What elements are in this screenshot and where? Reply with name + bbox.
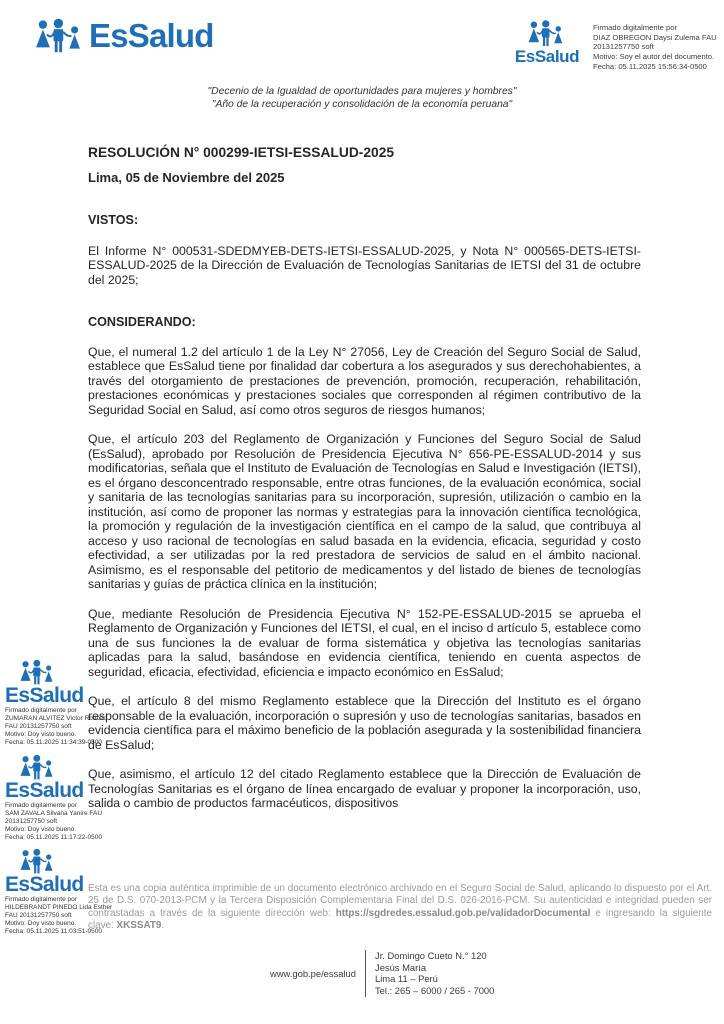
essalud-logo: [514, 20, 580, 72]
authenticity-note: [88, 883, 712, 932]
essalud-logo: [34, 15, 214, 57]
considerando-paragraph: Que, el artículo 203 del Reglamento de Organización y Funciones del Seguro Social de Salud (EsSalud), aprobado por Resolución de Presidencia Ejecutiva N° 656-PE-ESSALUD-2014 y sus modificatorias, señala que el Instituto de Evaluación de Tecnologías en Salud e Investigación (IETSI), es el órgano desconcentrado responsable, entre otras funciones, de la evaluación económica, social y sanitaria de las tecnologías sanitarias para su incorporación, supresión, utilización o cambio en la institución, así como de proponer las normas y estrategias para la innovación científica tecnológica, la promoción y regulación de la investigación científica en el campo de la salud, que contribuya al acceso y uso racional de tecnologías en salud basada en la evidencia, eficacia, seguridad y costo efectividad, a ser utilizadas por la red prestadora de servicios de salud en el ámbito nacional. Asimismo, es el responsable del petitorio de medicamentos y del listado de bienes de tecnologías sanitarias y guías de práctica clínica en la institución;: [88, 432, 641, 591]
validator-url: https://sgdredes.essalud.gob.pe/validadorDocumental: [335, 907, 591, 919]
essalud-family-icon: [527, 20, 567, 47]
signature-line: SAM ZAVALA Silvana Yanire FAU: [5, 810, 103, 817]
signature-line: Fecha: 05.11.2025 11:17:22-0500: [5, 834, 102, 841]
signature-line: Motivo: Doy visto bueno.: [5, 920, 77, 927]
address-line: Jesús María: [375, 961, 427, 973]
date-line: Lima, 05 de Noviembre del 2025: [88, 169, 285, 185]
signature-line: Fecha: 05.11.2025 11:34:39-0500: [5, 739, 102, 746]
address-block: [365, 950, 494, 997]
quote-line: "Año de la recuperación y consolidación de la economía peruana": [211, 98, 513, 110]
essalud-family-icon: [19, 849, 57, 874]
signature-line: Motivo: Doy visto bueno.: [5, 826, 77, 833]
considerando-paragraph: Que, mediante Resolución de Presidencia Ejecutiva N° 152-PE-ESSALUD-2015 se aprueba el Reglamento de Organización y Funciones del IETSI, el cual, en el inciso d artículo 5, establece como una de sus funciones la de evaluar de forma sistemática y objetiva las tecnologías sanitarias aplicadas para la salud, basándose en evidencia científica, teniendo en cuenta aspectos de seguridad, eficacia, efectividad, eficiencia e impacto económico en EsSalud;: [88, 606, 641, 679]
signature-line: Fecha: 05.11.2025 15:56:34-0500: [593, 61, 707, 71]
considerando-paragraph: Que, asimismo, el artículo 12 del citado Reglamento establece que la Dirección de Evaluación de Tecnologías Sanitarias es el órgano de línea encargado de evaluar y proponer la incorporación, uso, salida o cambio de productos farmacéuticos, dispositivos: [88, 767, 641, 810]
signature-line: ZUMARAN ALVITEZ Victor Rodolfo: [5, 715, 107, 722]
contact-block: [190, 950, 494, 997]
signature-line: Firmado digitalmente por: [593, 23, 677, 32]
essalud-wordmark: EsSalud: [514, 47, 580, 66]
validation-key: XKSSAT9: [116, 919, 162, 931]
website-url: www.gob.pe/essalud: [270, 967, 356, 979]
digital-signature-stamp-author: [514, 20, 719, 72]
considerando-paragraph: Que, el artículo 8 del mismo Reglamento establece que la Dirección del Instituto es el órgano responsable de la evaluación, incorporación o supresión y uso de tecnologías sanitarias, basados en evidencia científica para el máximo beneficio de la población asegurada y la sostenibilidad financiera de EsSalud;: [88, 694, 641, 752]
signature-line: FAU 20131257750 soft: [5, 912, 72, 919]
authenticity-text: Esta es una copia auténtica imprimible de un documento electrónico archivado en el Seguro Social de Salud, aplicando lo dispuesto por el Art. 25 de D.S. 070-2013-PCM y la Tercera Disposición Complementaria Final del D.S. 026-2016-PCM. Su autenticidad e integridad pueden ser contrastadas a través de la siguiente dirección web:: [88, 883, 712, 919]
signature-line: Fecha: 05.11.2025 11:03:51-0500: [5, 928, 102, 935]
authenticity-text: e ingresando la siguiente clave:: [88, 907, 713, 931]
resolution-title: RESOLUCIÓN N° 000299-IETSI-ESSALUD-2025: [88, 145, 395, 160]
digital-signature-stamp-visto-2: [5, 755, 123, 842]
signature-line: DIAZ OBREGON Daysi Zulema FAU: [593, 32, 717, 42]
signature-text: [593, 20, 719, 72]
digital-signature-stamp-visto-1: [5, 660, 123, 747]
signature-line: Motivo: Soy el autor del documento.: [593, 52, 715, 62]
signature-text: [5, 707, 123, 747]
header-quotes: [0, 86, 724, 112]
signature-line: Firmado digitalmente por: [5, 707, 77, 714]
signature-line: FAU 20131257750 soft: [5, 723, 72, 730]
essalud-wordmark: EsSalud: [5, 684, 84, 707]
signature-line: Firmado digitalmente por: [5, 802, 77, 809]
resolution-body: [88, 146, 641, 811]
signature-text: [5, 802, 123, 842]
address-line: Tel.: 265 – 6000 / 265 - 7000: [375, 985, 495, 997]
signature-line: 20131257750 soft: [593, 42, 654, 52]
essalud-family-icon: [19, 755, 57, 780]
quote-line: "Decenio de la Igualdad de oportunidades para mujeres y hombres": [207, 86, 517, 97]
vistos-heading: VISTOS:: [88, 213, 139, 227]
signature-line: 20131257750 soft: [5, 818, 58, 825]
authenticity-text: .: [161, 919, 165, 931]
essalud-family-icon: [34, 15, 86, 57]
vistos-paragraph: El Informe N° 000531-SDEDMYEB-DETS-IETSI-ESSALUD-2025, y Nota N° 000565-DETS-IETSI-ESSALUD-2025 de la Dirección de Evaluación de Tecnologías Sanitarias de IETSI del 31 de octubre del 2025;: [88, 243, 641, 287]
address-line: Jr. Domingo Cueto N.° 120: [375, 950, 487, 961]
address-line: Lima 11 – Perú: [375, 973, 438, 985]
essalud-family-icon: [19, 660, 57, 685]
essalud-wordmark: EsSalud: [5, 873, 84, 896]
signature-line: Firmado digitalmente por: [5, 896, 77, 903]
essalud-wordmark: EsSalud: [5, 779, 84, 802]
signature-line: HILDEBRANDT PINEDO Lida Esther: [5, 904, 113, 911]
considerando-heading: CONSIDERANDO:: [88, 315, 196, 329]
essalud-wordmark: EsSalud: [89, 17, 214, 54]
considerando-paragraph: Que, el numeral 1.2 del artículo 1 de la Ley N° 27056, Ley de Creación del Seguro Social de Salud, establece que EsSalud tiene por finalidad dar cobertura a los asegurados y sus derechohabientes, a través del otorgamiento de prestaciones de prevención, promoción, recuperación, rehabilitación, prestaciones económicas y prestaciones sociales que corresponden al régimen contributivo de la Seguridad Social en Salud, así como otros seguros de riesgos humanos;: [88, 344, 641, 417]
signature-line: Motivo: Doy visto bueno.: [5, 731, 77, 738]
